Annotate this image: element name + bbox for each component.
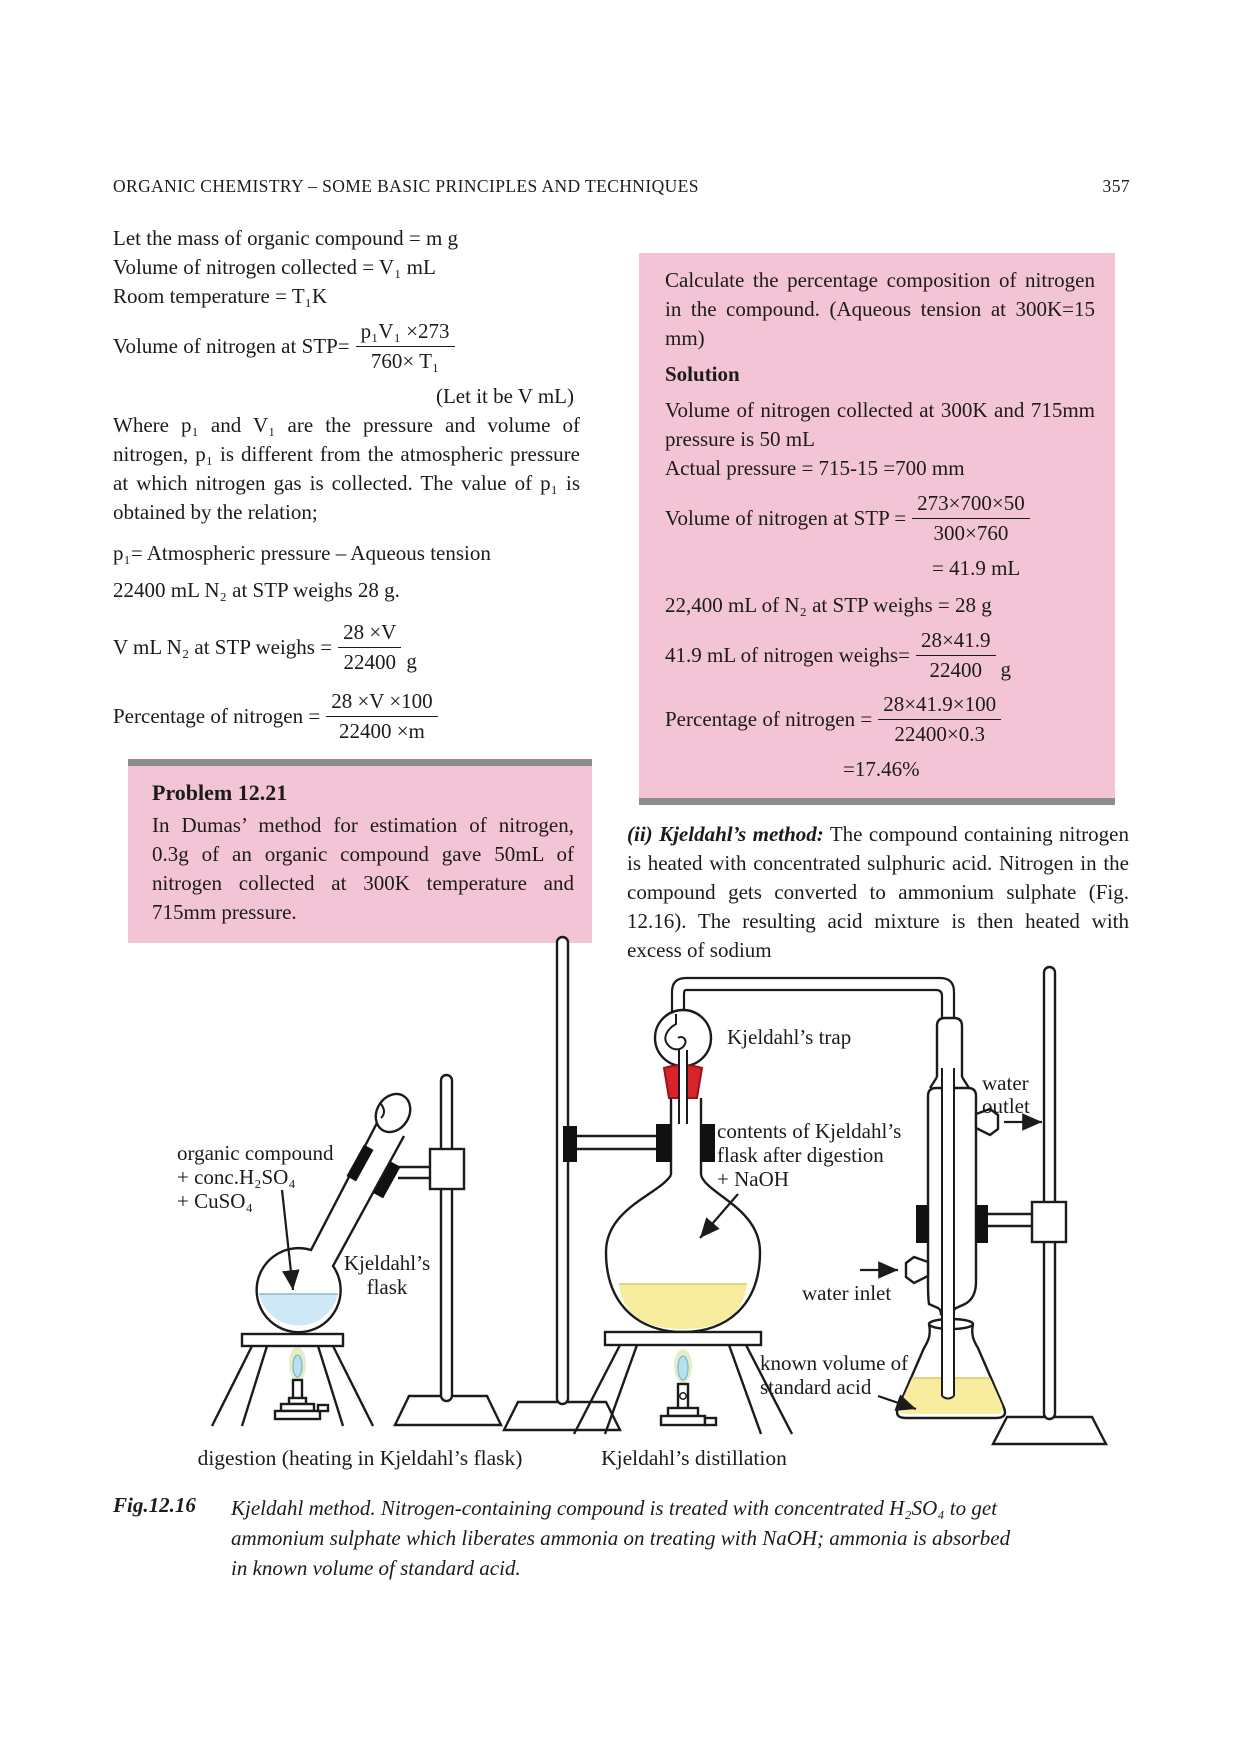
fraction: $\frac{28 \times V \times 100}{22400 \times m}$ [326, 688, 437, 745]
figure-number: Fig.12.16 [113, 1493, 196, 1517]
formula-label: Percentage of nitrogen = [665, 707, 873, 731]
right-column [627, 224, 1129, 968]
text-line: Actual pressure = 715-15 =700 mm [665, 456, 965, 480]
left-column [113, 224, 580, 968]
paragraph-body: The compound containing nitrogen is heated with concentrated sulphuric acid. Nitrogen in the compound gets converted to ammonium sulphate (Fig. 12.16). The resulting acid mixture is then heated with excess of sodium [627, 822, 1130, 962]
problem-box-body [128, 766, 592, 943]
fraction: $\frac{\text{p₁V₁ ×273}}{\text{760× T₁}}$ [356, 318, 455, 375]
solution-box [639, 253, 1115, 805]
question-text: Calculate the percentage composition of nitrogen in the compound. (Aqueous tension at 300K=15 mm) [665, 268, 1095, 350]
burner-middle [661, 1349, 716, 1425]
flask-label: Kjeldahl’s [343, 1251, 431, 1275]
fraction: $\frac{273\times 700\times 50}{300\times 760}$ [912, 490, 1030, 547]
text-line: p₁= Atmospheric pressure – Aqueous tension [113, 541, 491, 565]
contents-label: flask after digestion [717, 1143, 884, 1167]
figure-12-16 [60, 932, 1129, 1477]
digestion-caption: digestion (heating in Kjeldahl’s flask) [197, 1446, 523, 1470]
text-line: (Let it be V mL) [435, 384, 574, 408]
problem-text: In Dumas’ method for estimation of nitrogen, 0.3g of an organic compound gave 50mL of nitrogen collected at 300K temperature and 715mm pressure. [152, 813, 574, 924]
condenser-apparatus [897, 967, 1106, 1444]
solution-heading: Solution [665, 362, 740, 386]
text-line: Volume of nitrogen collected = V₁ mL [113, 255, 436, 279]
percentage-formula [665, 691, 1095, 748]
text-line: 22400 mL N₂ at STP weighs 28 g. [113, 578, 400, 602]
stp-formula [113, 318, 580, 375]
page-content [113, 224, 1129, 1583]
distillation-flask-drawing [606, 1175, 760, 1332]
water-outlet-label: outlet [982, 1094, 1030, 1118]
page-number: 357 [1102, 176, 1130, 196]
flask-label: flask [366, 1275, 408, 1299]
text-line: Volume of nitrogen collected at 300K and 715mm pressure is 50 mL [665, 398, 1095, 451]
formula-label: 41.9 mL of nitrogen weighs= [665, 643, 910, 667]
figure-caption-text: Kjeldahl method. Nitrogen-containing compound is treated with concentrated H₂SO₄ to get ammonium sulphate which liberates ammonia on treating with NaOH; ammonia is absorbed in known volume of standard acid. [231, 1496, 1011, 1580]
organic-compound-label: + conc.H₂SO₄ [177, 1165, 296, 1189]
weighs-formula: 41.9 mL of nitrogen weighs= $\frac{28\times 41.9}{22400}$ g [665, 628, 1012, 682]
formula-label: V mL N₂ at STP weighs = [113, 635, 333, 659]
fraction: $\frac{28\times 41.9\times 100}{22400\times 0.3}$ [878, 691, 1001, 748]
organic-compound-label: + CuSO₄ [177, 1189, 253, 1213]
paragraph-lead: (ii) Kjeldahl’s method: [627, 822, 824, 846]
percentage-formula [113, 688, 580, 745]
solution-box-body [639, 253, 1115, 798]
text-line: Room temperature = T₁K [113, 284, 328, 308]
fraction: $\frac{28\times 41.9}{22400}$ [916, 627, 996, 684]
page-header [113, 176, 1130, 197]
formula-label: Percentage of nitrogen = [113, 704, 321, 728]
organic-compound-label: organic compound [177, 1141, 334, 1165]
fraction: $\frac{28 \times V}{22400}$ [338, 619, 401, 676]
two-column-text [113, 224, 1129, 968]
water-inlet-label: water inlet [802, 1281, 892, 1305]
box-bottom-divider [639, 798, 1115, 805]
box-top-divider [128, 759, 592, 766]
running-title: ORGANIC CHEMISTRY – SOME BASIC PRINCIPLES AND TECHNIQUES [113, 176, 699, 196]
burner-left [275, 1347, 328, 1419]
weighs-formula: V mL N₂ at STP weighs = $\frac{28 \times V}{22400}$ g [113, 620, 417, 674]
text-line: Let the mass of organic compound = m g [113, 226, 459, 250]
formula-label: Volume of nitrogen at STP= [113, 334, 350, 358]
stp-formula [665, 490, 1095, 547]
problem-box [128, 759, 592, 943]
contents-label: + NaOH [717, 1167, 789, 1191]
standard-acid-label: known volume of [760, 1351, 909, 1375]
result-line: = 41.9 mL [932, 556, 1021, 580]
water-outlet-label: water [982, 1071, 1029, 1095]
text-line: 22,400 mL of N₂ at STP weighs = 28 g [665, 593, 992, 617]
contents-label: contents of Kjeldahl’s [717, 1119, 902, 1143]
trap-label: Kjeldahl’s trap [727, 1025, 852, 1049]
problem-title: Problem 12.21 [152, 780, 288, 805]
standard-acid-label: standard acid [760, 1375, 872, 1399]
paragraph: Where p₁ and V₁ are the pressure and volume of nitrogen, p₁ is different from the atmospheric pressure at which nitrogen gas is collected. The value of p₁ is obtained by the relation; [113, 413, 580, 524]
kjeldahl-apparatus-drawing [60, 932, 1200, 1472]
result-line: =17.46% [843, 757, 920, 781]
formula-label: Volume of nitrogen at STP = [665, 506, 907, 530]
distillation-caption: Kjeldahl’s distillation [601, 1446, 787, 1470]
figure-caption [113, 1493, 1129, 1583]
